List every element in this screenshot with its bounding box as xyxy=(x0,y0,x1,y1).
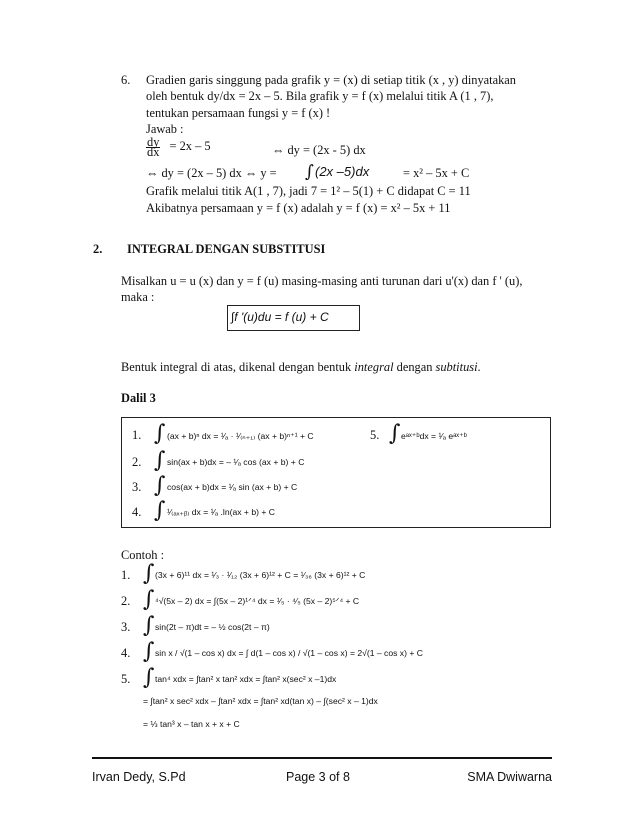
boxed-formula xyxy=(227,305,360,331)
integral-sign: ∫ xyxy=(143,561,155,586)
formula-text: ∫f '(u)du = f (u) + C xyxy=(231,310,329,324)
step2-integrand: (2x –5)dx xyxy=(315,164,370,179)
contoh-item-expr: sin x / √(1 – cos x) dx = ∫ d(1 – cos x) / √(1 – cos x) = 2√(1 – cos x) + C xyxy=(155,648,423,658)
dalil-title: Dalil 3 xyxy=(121,391,156,405)
contoh-item-expr: tan⁴ xdx = ∫tan² x tan² xdx = ∫tan² x(sec² x –1)dx xyxy=(155,674,337,684)
integral-sign: ∫ xyxy=(154,473,166,498)
dalil-item-number: 2. xyxy=(132,455,142,469)
dx-denominator: dx xyxy=(147,145,160,159)
dalil-item-number: 4. xyxy=(132,505,142,519)
bentuk-emphasis-1: integral xyxy=(354,360,394,374)
intro-line-1: Misalkan u = u (x) dan y = f (u) masing-masing anti turunan dari u'(x) dan f ' (u), xyxy=(121,274,523,288)
bentuk-end: . xyxy=(477,360,481,374)
bentuk-pre: Bentuk integral di atas, dikenal dengan bentuk xyxy=(121,360,355,374)
problem-line-2: oleh bentuk dy/dx = 2x – 5. Bila grafik y = f (x) melalui titik A (1 , 7), xyxy=(146,89,494,103)
dalil-item-number: 1. xyxy=(132,428,142,442)
dalil-item-expr: (ax + b)ⁿ dx = ¹⁄ₐ · ¹⁄₍ₙ₊₁₎ (ax + b)ⁿ⁺¹ + C xyxy=(167,431,314,441)
contoh-continuation-2: = ⅓ tan³ x – tan x + x + C xyxy=(143,719,240,729)
contoh-continuation-1: = ∫tan² x sec² xdx – ∫tan² xdx = ∫tan² xd(tan x) – ∫(sec² x – 1)dx xyxy=(143,696,378,706)
step2-result: = x² – 5x + C xyxy=(403,166,470,180)
dalil-item-expr: cos(ax + b)dx = ¹⁄ₐ sin (ax + b) + C xyxy=(167,482,298,492)
contoh-title: Contoh : xyxy=(121,548,165,562)
footer-page-number: Page 3 of 8 xyxy=(286,770,350,784)
dalil-item-expr: sin(ax + b)dx = – ¹⁄ₐ cos (ax + b) + C xyxy=(167,457,305,467)
contoh-item-number: 2. xyxy=(121,594,131,608)
step2-left: ⇔ dy = (2x – 5) dx ⇔ y = xyxy=(146,166,277,180)
contoh-item-expr: sin(2t – π)dt = – ½ cos(2t – π) xyxy=(155,622,270,632)
answer-label: Jawab : xyxy=(146,122,184,136)
dalil-item-number: 5. xyxy=(370,428,380,442)
footer-author: Irvan Dedy, S.Pd xyxy=(92,770,186,784)
contoh-item-number: 1. xyxy=(121,568,131,582)
problem-line-1: Gradien garis singgung pada grafik y = (x) di setiap titik (x , y) dinyatakan xyxy=(146,73,517,87)
step1-rhs: = 2x – 5 xyxy=(169,139,211,154)
contoh-item-number: 4. xyxy=(121,646,131,660)
intro-line-2: maka : xyxy=(121,290,155,304)
section-number: 2. xyxy=(93,242,103,256)
integral-sign: ∫ xyxy=(389,421,401,446)
dy-numerator: dy xyxy=(147,135,160,149)
integral-sign: ∫ xyxy=(143,613,155,638)
bentuk-mid: dengan xyxy=(393,360,436,374)
dalil-item-expr: ¹⁄₍ₐₓ₊ᵦ₎ dx = ¹⁄ₐ .ln(ax + b) + C xyxy=(167,507,275,517)
contoh-item-expr: (3x + 6)¹¹ dx = ¹⁄₃ · ¹⁄₁₂ (3x + 6)¹² + C = ¹⁄₃₆ (3x + 6)¹² + C xyxy=(155,570,366,580)
conclusion-line: Akibatnya persamaan y = f (x) adalah y = f (x) = x² – 5x + 11 xyxy=(146,201,451,215)
problem-number: 6. xyxy=(121,73,131,87)
bentuk-emphasis-2: subtitusi xyxy=(435,360,478,374)
integral-sign: ∫ xyxy=(143,665,155,690)
integral-sign: ∫ xyxy=(154,448,166,473)
integral-sign: ∫ xyxy=(154,498,166,523)
graph-line: Grafik melalui titik A(1 , 7), jadi 7 = 1² – 5(1) + C didapat C = 11 xyxy=(146,184,471,198)
integral-sign: ∫ xyxy=(305,162,314,182)
dalil-item-number: 3. xyxy=(132,480,142,494)
section-title: INTEGRAL DENGAN SUBSTITUSI xyxy=(127,242,326,256)
contoh-item-number: 3. xyxy=(121,620,131,634)
step1-equation xyxy=(146,135,211,159)
footer-rule xyxy=(92,757,552,759)
integral-sign: ∫ xyxy=(143,587,155,612)
footer-school: SMA Dwiwarna xyxy=(467,770,552,784)
contoh-item-expr: ⁴√(5x – 2) dx = ∫(5x – 2)¹ᐟ⁴ dx = ¹⁄₅ · ⁴⁄₅ (5x – 2)⁵ᐟ⁴ + C xyxy=(155,596,360,606)
dy-dx-fraction xyxy=(146,135,160,159)
bentuk-sentence xyxy=(121,360,481,375)
contoh-item-number: 5. xyxy=(121,672,131,686)
problem-line-3: tentukan persamaan fungsi y = f (x) ! xyxy=(146,106,331,120)
integral-sign: ∫ xyxy=(143,639,155,664)
step1-equivalence: ⇔ dy = (2x - 5) dx xyxy=(272,143,366,157)
dalil-item-expr: eᵃˣ⁺ᵇdx = ¹⁄ₐ eᵃˣ⁺ᵇ xyxy=(401,431,467,441)
integral-sign: ∫ xyxy=(154,421,166,446)
